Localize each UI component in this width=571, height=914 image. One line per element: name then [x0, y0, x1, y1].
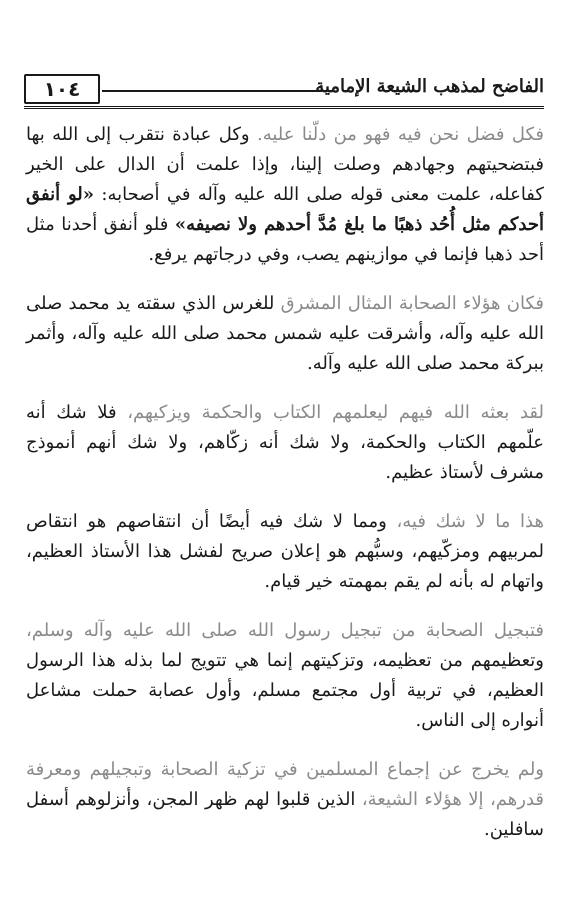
paragraph-3-lead: لقد بعثه الله فيهم ليعلمهم الكتاب والحكمة ويزكيهم، [127, 402, 544, 423]
paragraph-4-text: ومما لا شك فيه أيضًا أن انتقاصهم هو انتقاص لمربيهم ومزكّيهم، وسبُّهم هو إعلان صريح لفشل هذا الأستاذ العظيم، واتهام له بأنه لم يقم بمهمته خير قيام. [26, 511, 544, 592]
paragraph-3-text: فلا شك أنه علّمهم الكتاب والحكمة، ولا شك أنه زكّاهم، ولا شك أنهم أنموذج مشرف لأستاذ عظيم. [26, 402, 544, 483]
paragraph-1-text: وكل عبادة نتقرب إلى الله بها فبتضحيتهم وجهادهم وصلت إلينا، وإذا علمت أن الدال على الخير كفاعله، علمت معنى قوله صلى الله عليه وآله في أصحابه: [26, 124, 544, 205]
page-header [24, 72, 544, 108]
paragraph-1 [26, 120, 544, 270]
paragraph-4 [26, 507, 544, 597]
header-double-rule [24, 106, 544, 109]
paragraph-2 [26, 289, 544, 379]
paragraph-1-lead: فكل فضل نحن فيه فهو من دلّنا عليه. [256, 124, 544, 145]
paragraph-6-text: الذين قلبوا لهم ظهر المجن، وأنزلوهم أسفل سافلين. [26, 789, 544, 840]
paragraph-5 [26, 616, 544, 736]
running-title: الفاضح لمذهب الشيعة الإمامية [315, 76, 544, 97]
paragraph-4-lead: هذا ما لا شك فيه، [396, 511, 544, 532]
paragraph-6-lead: ولم يخرج عن إجماع المسلمين في تزكية الصحابة وتبجيلهم ومعرفة قدرهم، إلا هؤلاء الشيعة، [26, 759, 544, 810]
paragraph-2-lead: فكان هؤلاء الصحابة المثال المشرق [280, 293, 544, 314]
page-number: ١٠٤ [24, 74, 100, 104]
paragraph-6 [26, 755, 544, 845]
paragraph-1-after: فلو أنفق أحدنا مثل أحد ذهبا فإنما في موازينهم يصب، وفي درجاتهم يرفع. [26, 214, 544, 265]
header-rule [102, 90, 322, 92]
paragraph-5-lead: فتبجيل الصحابة من تبجيل رسول الله صلى الله عليه وآله وسلم، [26, 620, 544, 641]
paragraph-5-text: وتعظيمهم من تعظيمه، وتزكيتهم إنما هي تتويج لما بذله هذا الرسول العظيم، في تربية أول مجتمع مسلم، وأول عصابة حملت مشاعل أنواره إلى الناس. [26, 650, 544, 731]
hadith-quote: «لو أنفق أحدكم مثل أُحُد ذهبًا ما بلغ مُدَّ أحدهم ولا نصيفه» [26, 184, 545, 235]
paragraph-3 [26, 398, 544, 488]
body-text [26, 120, 544, 864]
paragraph-2-text: للغرس الذي سقته يد محمد صلى الله عليه وآله، وأشرقت عليه شمس محمد صلى الله عليه وآله، وأثمر ببركة محمد صلى الله عليه وآله. [26, 293, 544, 374]
